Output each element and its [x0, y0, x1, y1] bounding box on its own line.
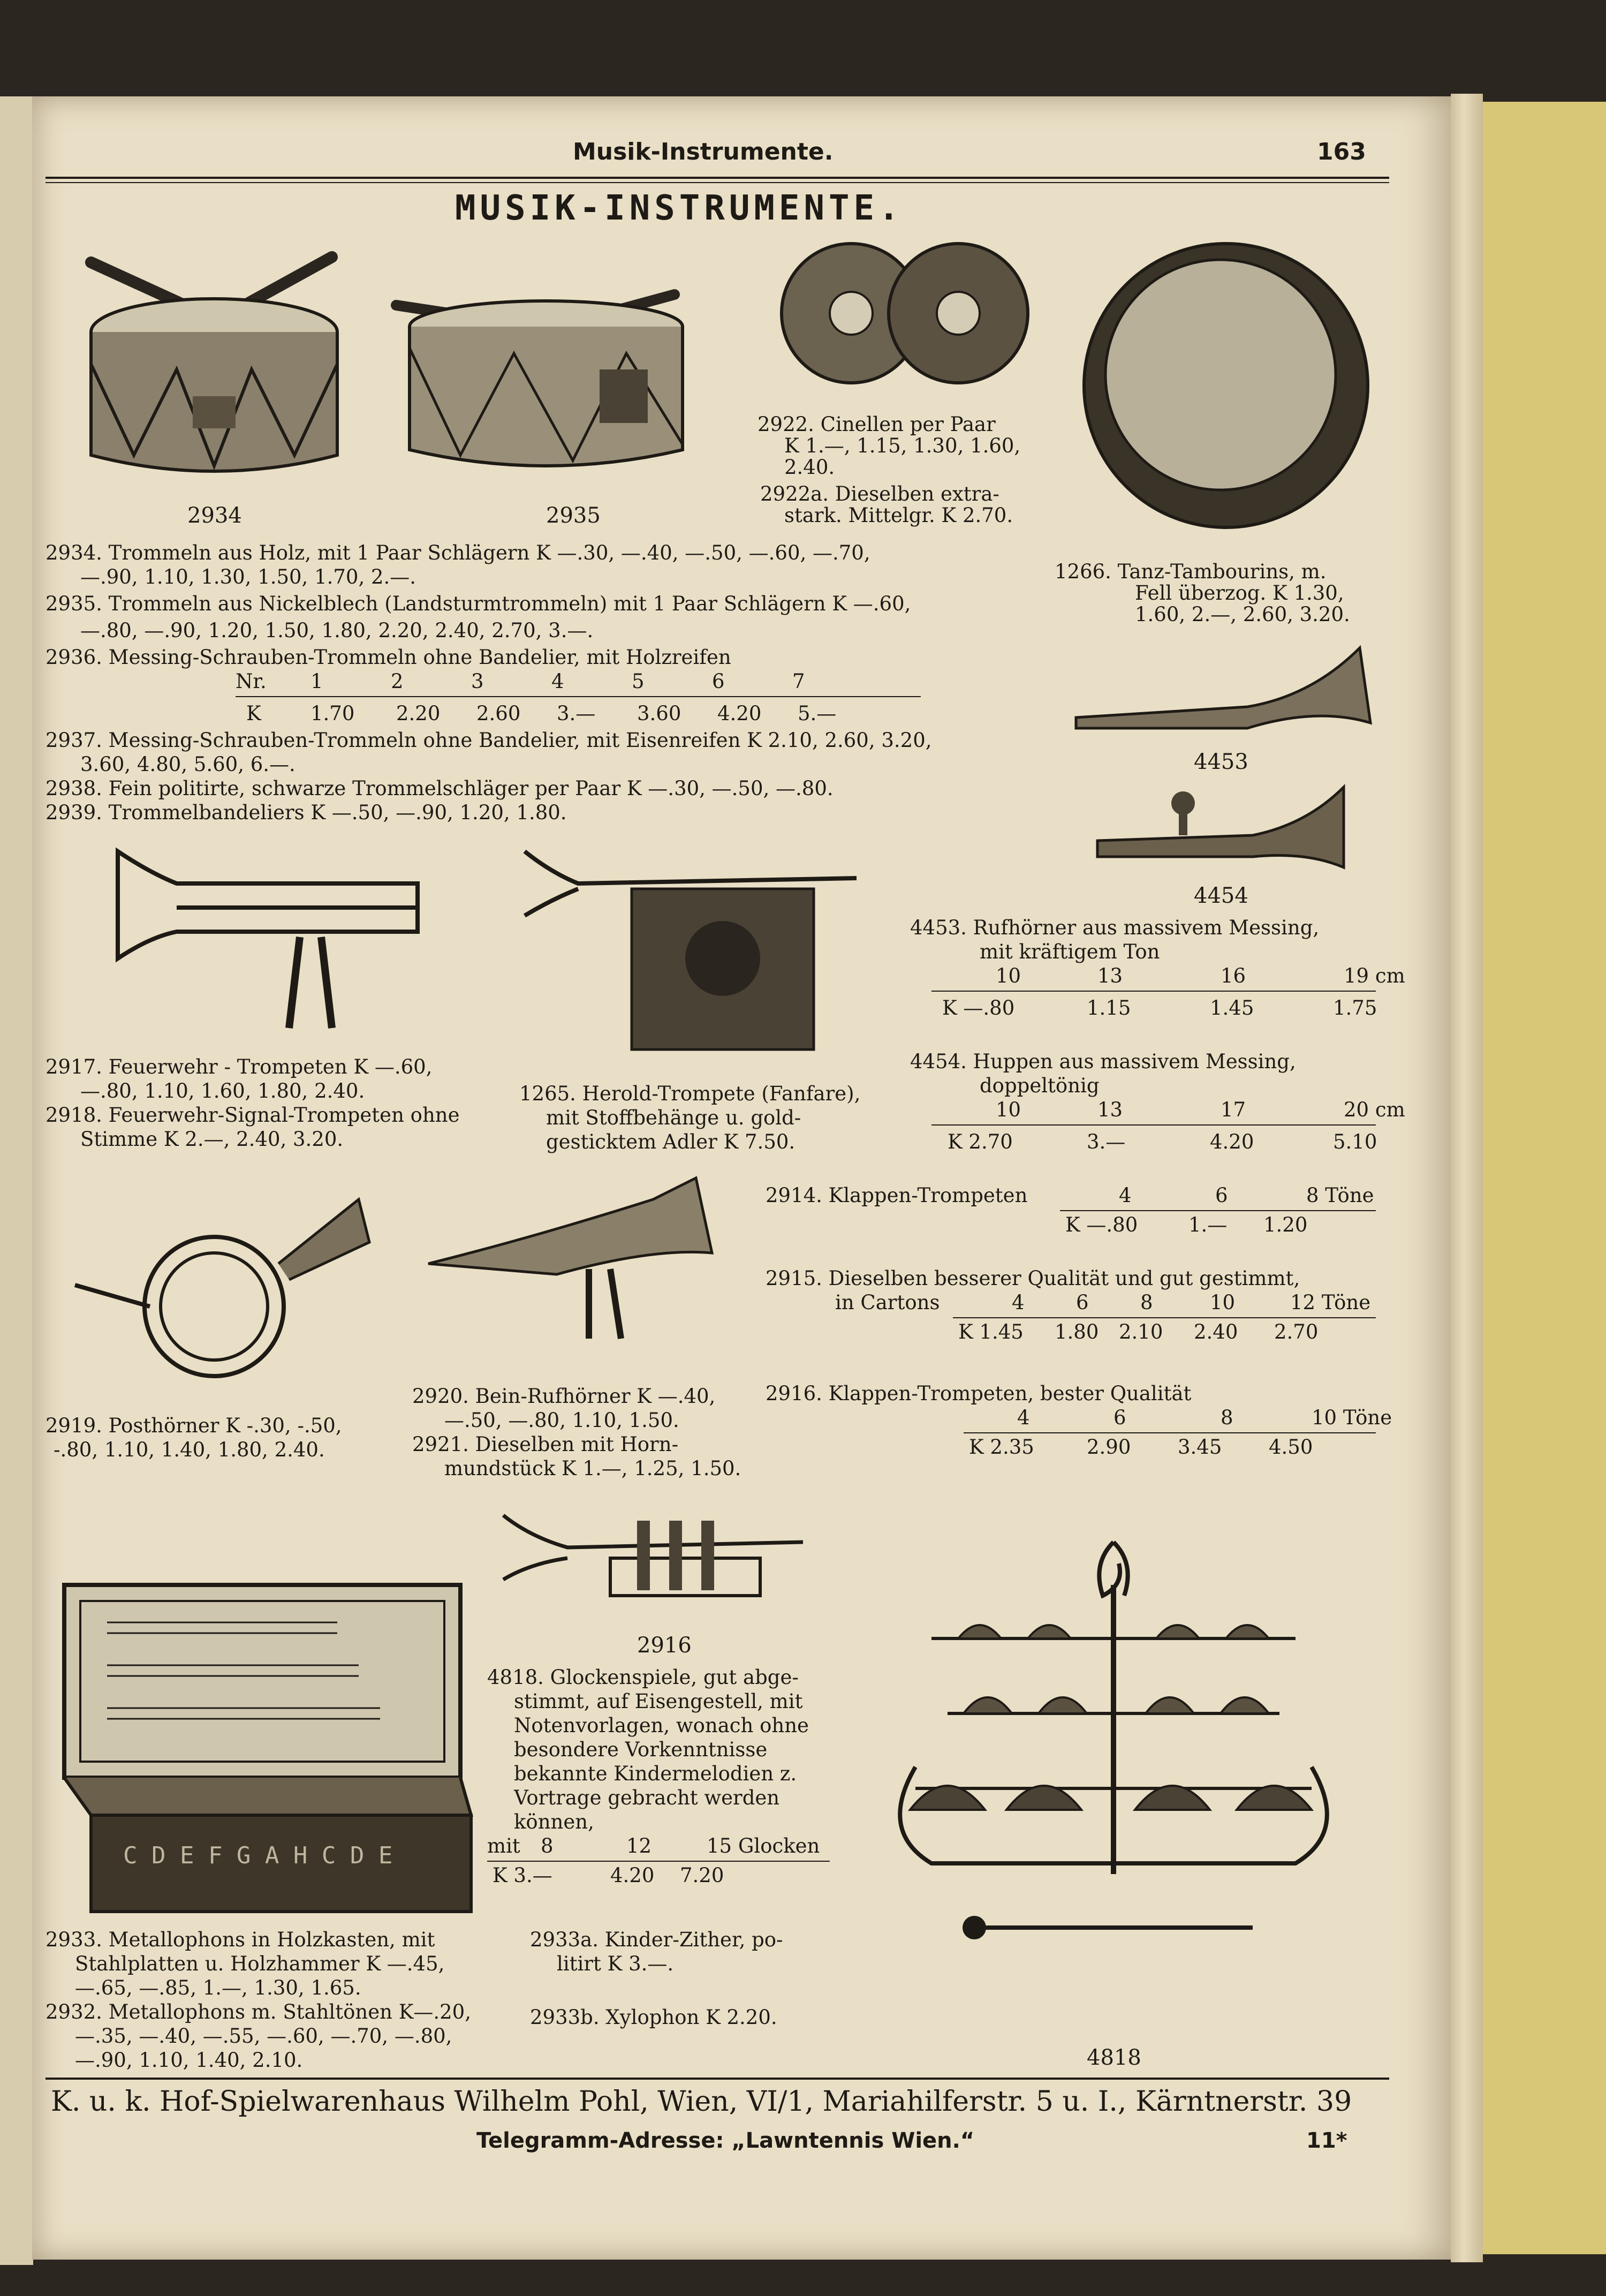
beinruf-line-3: 2921. Dieselben mit Horn- — [412, 1433, 679, 1456]
huppen-line-2: doppeltönig — [980, 1074, 1100, 1097]
glocken-line-4: besondere Vorkenntnisse — [514, 1738, 768, 1761]
horn-label-4453: 4453 — [1194, 750, 1248, 774]
klappen-prices: K —.80 1.— 1.20 — [1065, 1213, 1308, 1236]
klappen-prices-2: K 1.45 1.80 2.10 2.40 2.70 — [958, 1320, 1319, 1343]
klappen-line-1: 2914. Klappen-Trompeten — [766, 1184, 1028, 1207]
glocken-line-1: 4818. Glockenspiele, gut abge- — [487, 1666, 799, 1689]
klappen-tones-3: 4 6 8 10 Töne — [1017, 1406, 1392, 1429]
rufhorn-illustration — [1071, 643, 1376, 750]
header-rule — [46, 177, 1389, 179]
footer-sheet-number: 11* — [1306, 2128, 1347, 2153]
tambourin-line-1: 1266. Tanz-Tambourins, m. — [1055, 560, 1327, 583]
running-header: Musik-Instrumente. — [573, 138, 834, 165]
klappen-tones-2: 4 6 8 10 12 Töne — [1012, 1291, 1371, 1314]
klappen-rule-2 — [953, 1317, 1376, 1318]
glocken-rule — [487, 1861, 830, 1862]
beinruf-line-4: mundstück K 1.—, 1.25, 1.50. — [444, 1457, 741, 1480]
cinellen-line-1: 2922. Cinellen per Paar — [757, 413, 996, 436]
metallophon-keys: C D E F G A H C D E — [123, 1842, 393, 1869]
glocken-line-5: bekannte Kindermelodien z. — [514, 1762, 797, 1785]
zither-line-2: litirt K 3.—. — [557, 1952, 674, 1975]
drums-line-8: 2938. Fein politirte, schwarze Trommelschläger per Paar K —.30, —.50, —.80. — [46, 777, 834, 800]
posthorn-illustration — [75, 1199, 375, 1403]
glocken-line-3: Notenvorlagen, wonach ohne — [514, 1714, 809, 1737]
glockenspiel-illustration — [867, 1531, 1360, 2013]
klappen-rule — [1060, 1210, 1376, 1211]
metallophon-line-2: Stahlplatten u. Holzhammer K —.45, — [75, 1952, 445, 1975]
feuerwehr-line-1: 2917. Feuerwehr - Trompeten K —.60, — [46, 1055, 433, 1078]
klappen-rule-3 — [964, 1432, 1376, 1433]
metallophon-line-1: 2933. Metallophons in Holzkasten, mit — [46, 1928, 435, 1951]
drums-line-6: 2937. Messing-Schrauben-Trommeln ohne Bandelier, mit Eisenreifen K 2.10, 2.60, 3.20, — [46, 729, 932, 752]
book-cover — [1483, 102, 1606, 2254]
huppen-line-1: 4454. Huppen aus massivem Messing, — [910, 1050, 1296, 1073]
cinellen-line-4: 2922a. Dieselben extra- — [760, 482, 999, 505]
bein-rufhorn-illustration — [428, 1178, 717, 1381]
page-title: MUSIK-INSTRUMENTE. — [455, 188, 904, 228]
huppen-sizes: 10 13 17 20 cm — [996, 1098, 1405, 1121]
drums-table-nr: Nr. 1 2 3 4 5 6 7 — [236, 670, 805, 693]
zither-line-1: 2933a. Kinder-Zither, po- — [530, 1928, 783, 1951]
rufhoerner-line-2: mit kräftigem Ton — [980, 940, 1160, 963]
drums-line-7: 3.60, 4.80, 5.60, 6.—. — [80, 753, 296, 776]
herold-line-3: gesticktem Adler K 7.50. — [546, 1130, 796, 1153]
glocken-line-6: Vortrage gebracht werden — [514, 1786, 780, 1809]
glocken-line-7: können, — [514, 1810, 594, 1833]
rufhoerner-rule — [931, 991, 1376, 992]
cinellen-line-2: K 1.—, 1.15, 1.30, 1.60, — [784, 434, 1021, 457]
header-rule-thin — [46, 182, 1389, 183]
tambourin-line-3: 1.60, 2.—, 2.60, 3.20. — [1135, 603, 1350, 626]
drums-line-2: —.90, 1.10, 1.30, 1.50, 1.70, 2.—. — [80, 565, 416, 588]
metallophon-line-3: —.65, —.85, 1.—, 1.30, 1.65. — [75, 1976, 361, 1999]
beinruf-line-1: 2920. Bein-Rufhörner K —.40, — [412, 1385, 716, 1408]
footer-company: K. u. k. Hof-Spielwarenhaus Wilhelm Pohl, Wien, VI/1, Mariahilferstr. 5 u. I., Kärntnerstr. 39 — [51, 2086, 1352, 2118]
drums-table-k: K 1.70 2.20 2.60 3.— 3.60 4.20 5.— — [246, 702, 837, 725]
metallophon-line-5: —.35, —.40, —.55, —.60, —.70, —.80, — [75, 2025, 452, 2048]
klappen-line-4: 2916. Klappen-Trompeten, bester Qualität — [766, 1382, 1192, 1405]
feuerwehr-trumpet-illustration — [118, 851, 434, 1033]
glocken-line-2: stimmt, auf Eisengestell, mit — [514, 1690, 803, 1713]
huppen-prices: K 2.70 3.— 4.20 5.10 — [948, 1130, 1377, 1153]
drums-line-3: 2935. Trommeln aus Nickelblech (Landsturmtrommeln) mit 1 Paar Schlägern K —.60, — [46, 592, 911, 615]
glocken-prices: K 3.— 4.20 7.20 — [493, 1864, 724, 1887]
feuerwehr-line-2: —.80, 1.10, 1.60, 1.80, 2.40. — [80, 1079, 365, 1102]
rufhoerner-prices: K —.80 1.15 1.45 1.75 — [942, 996, 1377, 1019]
cornet-label-2916: 2916 — [637, 1633, 692, 1658]
footer-telegram: Telegramm-Adresse: „Lawntennis Wien.“ — [476, 2128, 975, 2153]
glocken-counts: mit 8 12 15 Glocken — [487, 1834, 820, 1857]
klappen-tones: 4 6 8 Töne — [1119, 1184, 1374, 1207]
feuerwehr-line-3: 2918. Feuerwehr-Signal-Trompeten ohne — [46, 1104, 460, 1127]
metallophon-line-4: 2932. Metallophons m. Stahltönen K—.20, — [46, 2000, 471, 2023]
tambourin-line-2: Fell überzog. K 1.30, — [1135, 581, 1344, 605]
rufhoerner-sizes: 10 13 16 19 cm — [996, 964, 1405, 987]
beinruf-line-2: —.50, —.80, 1.10, 1.50. — [444, 1409, 679, 1432]
footer-rule — [46, 2078, 1389, 2080]
horn-label-4454: 4454 — [1194, 883, 1248, 908]
feuerwehr-line-4: Stimme K 2.—, 2.40, 3.20. — [80, 1128, 344, 1151]
herold-line-2: mit Stoffbehänge u. gold- — [546, 1106, 801, 1129]
drums-line-5: 2936. Messing-Schrauben-Trommeln ohne Bandelier, mit Holzreifen — [46, 646, 731, 669]
drum-label-2934: 2934 — [187, 503, 242, 528]
page-number: 163 — [1317, 138, 1366, 165]
cinellen-line-3: 2.40. — [784, 456, 835, 479]
metallophon-illustration — [59, 1580, 471, 1917]
drum-illustration — [75, 252, 353, 487]
zither-line-3: 2933b. Xylophon K 2.20. — [530, 2006, 777, 2029]
herold-line-1: 1265. Herold-Trompete (Fanfare), — [519, 1082, 861, 1105]
posthoerner-line-2: -.80, 1.10, 1.40, 1.80, 2.40. — [54, 1438, 325, 1461]
cymbals-illustration — [776, 236, 1044, 391]
glockenspiel-label-4818: 4818 — [1087, 2045, 1141, 2070]
klappen-prices-3: K 2.35 2.90 3.45 4.50 — [969, 1436, 1313, 1459]
tambourine-illustration — [1076, 236, 1381, 535]
klappen-line-3: in Cartons — [835, 1291, 940, 1314]
klappen-trompete-illustration — [503, 1505, 819, 1622]
page-stack-edge — [1451, 94, 1483, 2262]
drums-line-9: 2939. Trommelbandeliers K —.50, —.90, 1.20, 1.80. — [46, 801, 567, 824]
metallophon-line-6: —.90, 1.10, 1.40, 2.10. — [75, 2049, 303, 2072]
drum-illustration-2 — [396, 284, 696, 487]
drums-table-rule — [236, 696, 921, 697]
drums-line-1: 2934. Trommeln aus Holz, mit 1 Paar Schlägern K —.30, —.40, —.50, —.60, —.70, — [46, 541, 870, 564]
klappen-line-2: 2915. Dieselben besserer Qualität und gut gestimmt, — [766, 1267, 1300, 1290]
drum-label-2935: 2935 — [546, 503, 601, 528]
huppen-rule — [931, 1124, 1376, 1126]
rufhoerner-line-1: 4453. Rufhörner aus massivem Messing, — [910, 916, 1320, 939]
herold-trumpet-illustration — [525, 851, 873, 1055]
posthoerner-line-1: 2919. Posthörner K -.30, -.50, — [46, 1414, 342, 1437]
cinellen-line-5: stark. Mittelgr. K 2.70. — [784, 504, 1013, 527]
huppe-illustration — [1092, 782, 1349, 873]
previous-page-edge — [0, 96, 33, 2265]
drums-line-4: —.80, —.90, 1.20, 1.50, 1.80, 2.20, 2.40, 2.70, 3.—. — [80, 619, 594, 642]
